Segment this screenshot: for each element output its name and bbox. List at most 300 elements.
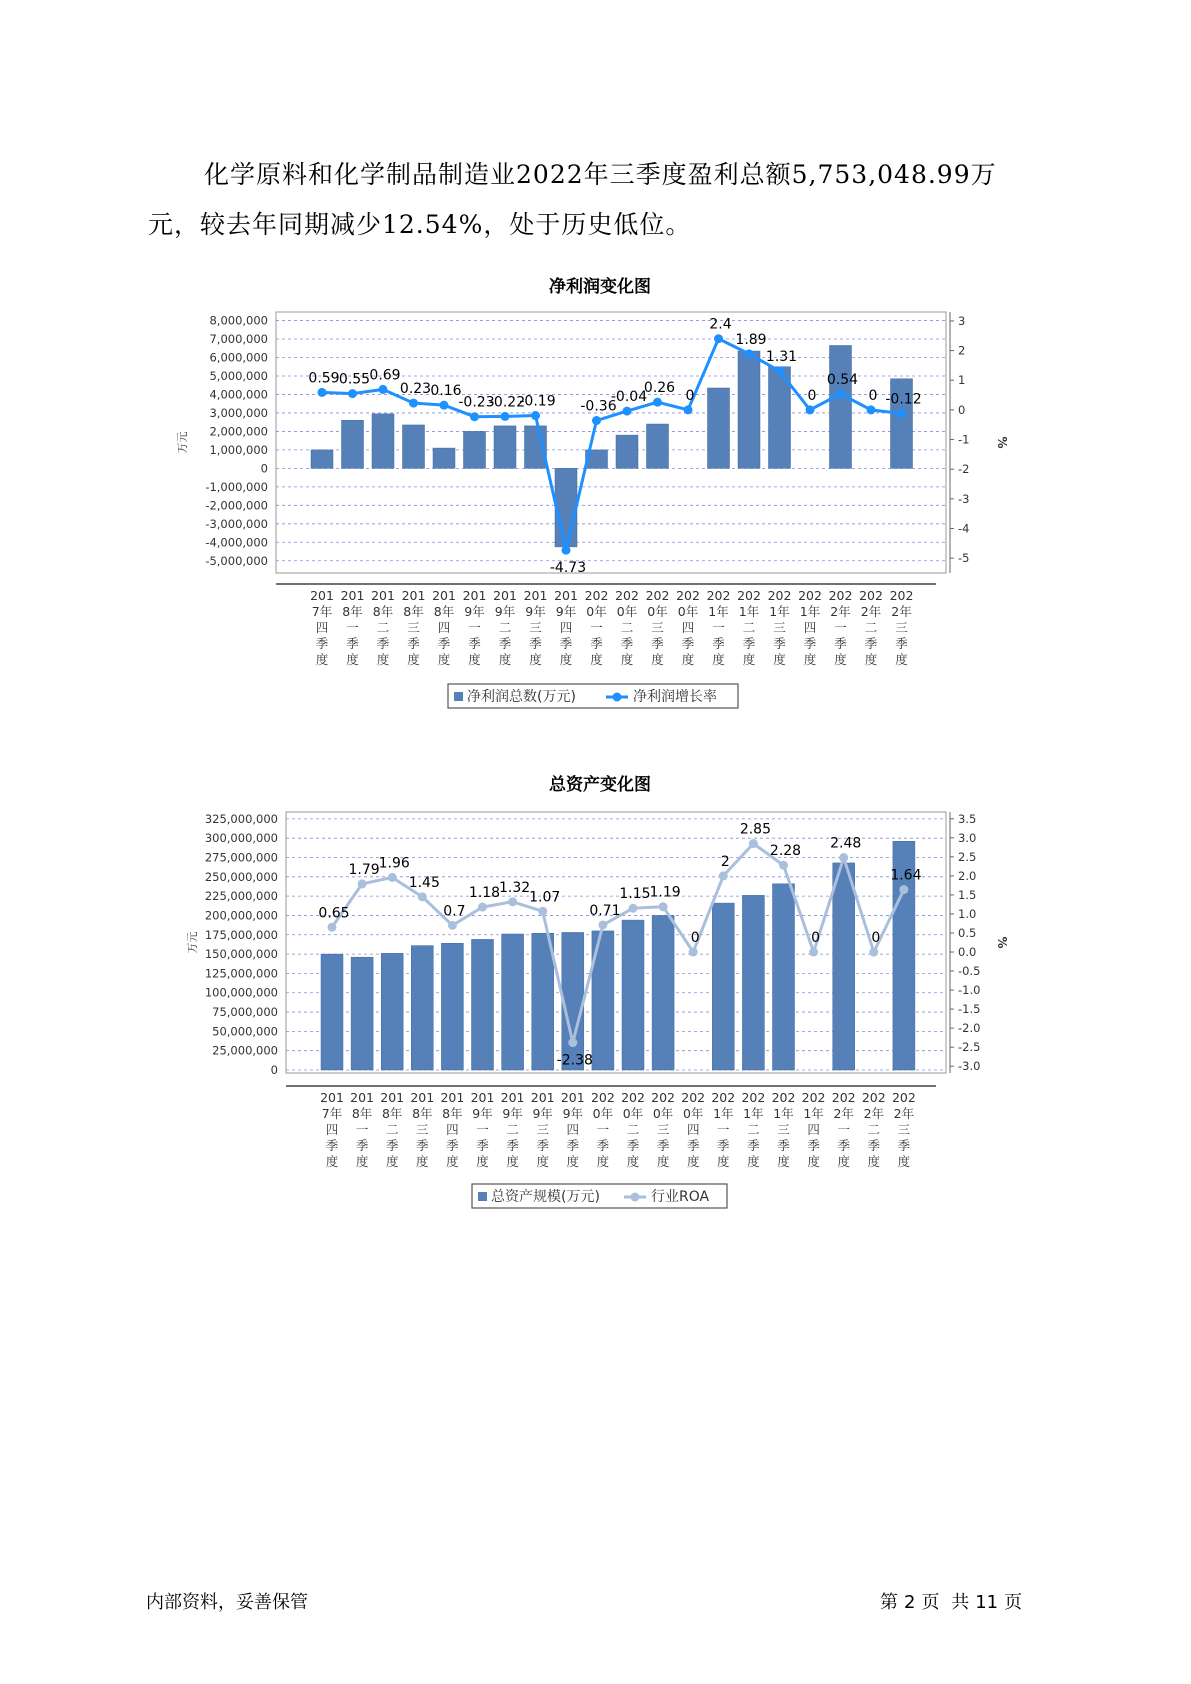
y-tick-label: 75,000,000 [212,1005,278,1020]
x-tick-label: 二 [506,1122,519,1137]
x-tick-label: 201 [410,1090,435,1105]
line-point [562,546,571,555]
x-tick-label: 度 [437,652,451,667]
x-tick-label: 二 [864,620,878,635]
y-axis-label: 万元 [176,431,189,454]
x-tick-label: 度 [596,1154,610,1169]
x-tick-label: 二 [747,1122,760,1137]
data-label: 1.89 [735,331,767,348]
line-point [659,902,668,911]
x-tick-label: 三 [416,1122,429,1137]
bar [411,946,433,1070]
x-tick-label: 201 [310,588,334,603]
y2-tick-label: 2.5 [958,849,977,864]
legend-label: 行业ROA [651,1189,710,1205]
x-tick-label: 季 [681,636,695,651]
x-tick-label: 8年 [403,604,424,619]
x-tick-label: 9年 [562,1106,584,1121]
data-label: 0.71 [589,902,621,919]
line-point [470,412,479,421]
x-tick-label: 8年 [433,604,455,619]
x-tick-label: 度 [651,652,664,667]
data-label: -0.19 [519,393,556,410]
line-point [867,405,876,414]
x-tick-label: 度 [385,1154,399,1169]
data-label: 2.28 [769,843,802,860]
x-tick-label: 季 [376,636,390,651]
x-tick-label: 9年 [555,604,577,619]
y-axis-label: 万元 [186,931,199,954]
y-tick-label: -1,000,000 [205,479,268,494]
x-tick-label: 季 [773,636,786,651]
x-tick-label: 一 [596,1122,610,1137]
y-tick-label: 325,000,000 [204,811,278,826]
data-label: 1.45 [408,874,440,891]
x-tick-label: 202 [584,588,609,603]
line-point [568,1038,577,1047]
y2-tick-label: 1.0 [958,906,977,921]
x-tick-label: 度 [506,1154,519,1169]
legend-swatch-bar [454,692,463,701]
x-tick-label: 202 [859,588,883,603]
x-tick-label: 季 [897,1138,911,1153]
x-tick-label: 201 [320,1090,344,1105]
data-label: -0.23 [458,394,495,411]
x-tick-label: 一 [712,620,725,635]
x-tick-label: 三 [777,1122,790,1137]
x-tick-label: 度 [626,1154,640,1169]
data-label: 1.64 [890,867,922,884]
x-tick-label: 季 [777,1138,790,1153]
x-tick-label: 9年 [464,604,485,619]
chart-title: 总资产变化图 [549,775,651,795]
x-tick-label: 季 [747,1138,760,1153]
line-point [836,389,845,398]
x-tick-label: 一 [476,1122,489,1137]
x-tick-label: 季 [651,636,664,651]
line-point [779,861,788,870]
x-tick-label: 1年 [713,1106,734,1121]
data-label: -0.22 [488,394,526,411]
line-point [745,349,754,358]
data-label: 0.16 [430,383,462,400]
x-tick-label: 202 [771,1090,796,1105]
bar [464,431,486,468]
x-tick-label: 四 [446,1122,459,1137]
bar [652,915,674,1070]
x-tick-label: 201 [530,1090,555,1105]
y-tick-label: 2,000,000 [209,424,268,439]
data-label: 2.85 [739,821,771,838]
line-point [653,398,662,407]
x-tick-label: 季 [468,636,481,651]
x-tick-label: 1年 [743,1106,764,1121]
footer-confidential: 内部资料，妥善保管 [146,1592,308,1613]
line-point [749,839,758,848]
y2-tick-label: -4 [958,521,970,536]
x-tick-label: 202 [828,588,853,603]
total-pages: 11 [975,1592,999,1613]
x-tick-label: 季 [437,636,451,651]
data-label: 0 [871,930,881,947]
y2-axis-label: % [995,936,1009,949]
x-tick-label: 度 [566,1154,580,1169]
y2-tick-label: -2.5 [958,1040,981,1055]
y-tick-label: -5,000,000 [205,553,268,568]
page-prefix: 第 [880,1592,898,1613]
x-tick-label: 202 [711,1090,736,1105]
x-tick-label: 201 [432,588,456,603]
y-tick-label: 0 [270,1063,278,1077]
x-tick-label: 度 [867,1154,881,1169]
x-tick-label: 度 [376,652,390,667]
x-tick-label: 二 [376,620,390,635]
y-tick-label: 1,000,000 [209,442,268,457]
y2-tick-label: -5 [958,551,970,566]
bar [616,435,638,468]
x-tick-label: 9年 [472,1106,493,1121]
x-tick-label: 0年 [586,604,607,619]
x-tick-label: 季 [834,636,847,651]
x-tick-label: 四 [803,620,817,635]
y2-tick-label: 2 [958,343,966,358]
line-point [379,385,388,394]
line-point [719,871,728,880]
line-point [448,921,457,930]
x-tick-label: 201 [462,588,487,603]
x-tick-label: 度 [742,652,756,667]
x-tick-label: 季 [712,636,725,651]
line-point [897,409,906,418]
y-tick-label: 125,000,000 [204,966,278,981]
x-tick-label: 202 [891,1090,916,1105]
bar [562,932,584,1070]
data-label: 0.54 [826,371,859,388]
x-tick-label: 二 [620,620,634,635]
x-tick-label: 季 [506,1138,519,1153]
x-tick-label: 201 [340,588,365,603]
line-point [388,873,397,882]
x-tick-label: 三 [529,620,542,635]
bar [830,345,852,468]
legend-swatch-point [613,693,622,702]
legend-swatch-bar [478,1192,487,1201]
x-tick-label: 度 [747,1154,760,1169]
bar [403,425,425,468]
x-tick-label: 季 [529,636,542,651]
x-tick-label: 四 [315,620,329,635]
line-point [409,399,418,408]
chart-title: 净利润变化图 [549,277,651,297]
x-tick-label: 二 [498,620,512,635]
x-tick-label: 2年 [830,604,851,619]
x-tick-label: 三 [897,1122,911,1137]
x-tick-label: 度 [416,1154,429,1169]
x-tick-label: 202 [737,588,761,603]
line-point [806,405,815,414]
x-tick-label: 度 [807,1154,820,1169]
data-label: 0.23 [399,381,432,398]
y2-axis-label: % [995,436,1009,449]
x-tick-label: 度 [803,652,817,667]
y2-tick-label: 1 [958,373,966,388]
x-tick-label: 8年 [351,1106,373,1121]
x-tick-label: 季 [446,1138,459,1153]
x-tick-label: 0年 [677,604,699,619]
x-tick-label: 度 [686,1154,700,1169]
x-tick-label: 1年 [769,604,790,619]
data-label: 1.18 [468,885,501,902]
y2-tick-label: 1.5 [958,887,977,902]
x-tick-label: 202 [798,588,822,603]
x-tick-label: 度 [837,1154,850,1169]
x-tick-label: 0年 [652,1106,674,1121]
data-label: 0.65 [318,905,350,922]
y2-tick-label: 0.0 [958,945,977,960]
line-point [418,892,427,901]
line-point [538,907,547,916]
x-tick-label: 1年 [803,1106,824,1121]
bar [773,884,795,1070]
x-tick-label: 季 [895,636,908,651]
x-tick-label: 0年 [682,1106,704,1121]
x-tick-label: 季 [807,1138,820,1153]
x-tick-label: 三 [656,1122,670,1137]
x-tick-label: 度 [712,652,725,667]
x-tick-label: 季 [346,636,359,651]
y2-tick-label: -2.0 [958,1021,981,1036]
summary-text: 化学原料和化学制品制造业2022年三季度盈利总额5,753,048.99万元，较去年同期减少12.54%，处于历史低位。 [148,160,997,239]
x-tick-label: 度 [355,1154,369,1169]
x-tick-label: 季 [559,636,573,651]
x-tick-label: 2年 [891,604,912,619]
x-tick-label: 度 [468,652,481,667]
total-unit: 页 [1004,1592,1023,1613]
legend-swatch-point [631,1193,640,1202]
data-label: 2 [720,853,730,870]
y-tick-label: 6,000,000 [209,350,268,365]
x-tick-label: 201 [350,1090,375,1105]
y2-tick-label: 2.0 [958,868,977,883]
y-tick-label: 100,000,000 [204,985,278,1000]
y2-tick-label: -1 [958,432,970,447]
x-tick-label: 201 [554,588,578,603]
y2-tick-label: 3.5 [958,811,977,826]
y-tick-label: 175,000,000 [204,927,278,942]
x-tick-label: 0年 [592,1106,614,1121]
x-tick-label: 2年 [863,1106,885,1121]
bar [555,468,577,547]
x-tick-label: 季 [837,1138,850,1153]
bar [321,954,343,1070]
x-tick-label: 度 [864,652,878,667]
x-tick-label: 季 [566,1138,580,1153]
x-tick-label: 四 [807,1122,820,1137]
footer-page-info [880,1588,1028,1614]
x-tick-label: 度 [315,652,329,667]
bar [622,920,644,1070]
y-tick-label: 0 [260,461,268,476]
y2-tick-label: -3.0 [958,1059,981,1074]
y-tick-label: -3,000,000 [205,516,268,531]
x-tick-label: 度 [656,1154,670,1169]
y-tick-label: 7,000,000 [209,332,268,347]
x-tick-label: 二 [867,1122,881,1137]
x-tick-label: 三 [773,620,786,635]
x-tick-label: 1年 [738,604,760,619]
x-tick-label: 季 [536,1138,549,1153]
y-tick-label: 8,000,000 [209,313,268,328]
x-tick-label: 1年 [708,604,729,619]
x-tick-label: 季 [803,636,817,651]
y-tick-label: 3,000,000 [209,405,268,420]
x-tick-label: 202 [861,1090,886,1105]
x-tick-label: 度 [681,652,695,667]
line-point [839,853,848,862]
data-label: 2.4 [709,316,732,333]
data-label: -0.36 [580,398,617,415]
x-tick-label: 一 [590,620,603,635]
total-assets-chart-svg [0,800,1191,1220]
total-prefix: 共 [951,1592,970,1613]
bar [472,939,494,1070]
x-tick-label: 四 [681,620,695,635]
x-tick-label: 季 [717,1138,730,1153]
data-label: 2.48 [830,835,862,852]
x-tick-label: 季 [590,636,603,651]
x-tick-label: 度 [476,1154,489,1169]
x-tick-label: 三 [895,620,908,635]
line-point [508,897,517,906]
line-point [899,885,908,894]
y2-tick-label: -3 [958,491,970,506]
legend-label: 净利润增长率 [633,689,717,705]
data-label: -4.73 [549,560,587,577]
x-tick-label: 8年 [372,604,394,619]
x-tick-label: 度 [346,652,359,667]
y-tick-label: 150,000,000 [204,947,278,962]
line-point [592,416,601,425]
line-point [348,389,357,398]
legend-label: 净利润总数(万元) [467,689,576,705]
data-label: -2.38 [556,1052,593,1069]
bar [532,933,554,1070]
x-tick-label: 201 [380,1090,405,1105]
page-unit: 页 [921,1592,940,1613]
y-tick-label: 225,000,000 [204,889,278,904]
x-tick-label: 度 [717,1154,730,1169]
x-tick-label: 8年 [381,1106,403,1121]
x-tick-label: 度 [498,652,512,667]
data-label: 0 [807,387,817,404]
bar [311,450,333,468]
x-tick-label: 一 [834,620,847,635]
x-tick-label: 四 [437,620,451,635]
data-label: 1.96 [378,855,410,872]
x-tick-label: 202 [590,1090,615,1105]
y-tick-label: 275,000,000 [204,850,278,865]
x-tick-label: 三 [407,620,420,635]
summary-paragraph [148,150,1048,250]
x-tick-label: 四 [559,620,573,635]
x-tick-label: 201 [560,1090,585,1105]
data-label: 0 [811,930,821,947]
x-tick-label: 8年 [342,604,363,619]
x-tick-label: 202 [889,588,914,603]
x-tick-label: 0年 [616,604,638,619]
x-tick-label: 8年 [412,1106,433,1121]
line-point [501,412,510,421]
data-label: 0.59 [308,370,340,387]
line-point [775,367,784,376]
line-point [328,923,337,932]
x-tick-label: 9年 [532,1106,553,1121]
x-tick-label: 季 [596,1138,610,1153]
x-tick-label: 7年 [321,1106,343,1121]
y2-tick-label: 3.0 [958,830,977,845]
data-label: 0.26 [643,380,676,397]
data-label: 0 [690,930,700,947]
y-tick-label: 250,000,000 [204,869,278,884]
x-tick-label: 度 [834,652,847,667]
x-tick-label: 202 [831,1090,856,1105]
bar [494,426,516,469]
bar [833,863,855,1070]
x-tick-label: 202 [801,1090,826,1105]
x-tick-label: 季 [407,636,420,651]
x-tick-label: 202 [621,1090,645,1105]
line-point [531,411,540,420]
bar [742,895,764,1070]
x-tick-label: 2年 [833,1106,854,1121]
line-point [623,407,632,416]
y2-tick-label: 3 [958,313,966,328]
net-profit-chart-svg [0,300,1191,720]
x-tick-label: 2年 [860,604,882,619]
x-tick-label: 202 [706,588,731,603]
x-tick-label: 四 [686,1122,700,1137]
y2-tick-label: -2 [958,462,970,477]
x-tick-label: 9年 [502,1106,523,1121]
x-tick-label: 9年 [525,604,546,619]
x-tick-label: 202 [767,588,792,603]
data-label: 1.32 [499,879,531,896]
data-label: -0.12 [885,391,922,408]
x-tick-label: 1年 [773,1106,794,1121]
x-tick-label: 季 [742,636,756,651]
x-tick-label: 8年 [442,1106,463,1121]
x-tick-label: 季 [867,1138,881,1153]
x-tick-label: 四 [566,1122,580,1137]
x-tick-label: 201 [470,1090,495,1105]
x-tick-label: 202 [741,1090,766,1105]
x-tick-label: 201 [401,588,426,603]
line-point [478,903,487,912]
y2-tick-label: -1.0 [958,983,981,998]
x-tick-label: 度 [407,652,420,667]
x-tick-label: 202 [681,1090,706,1105]
x-tick-label: 度 [529,652,542,667]
data-label: 1.79 [348,861,380,878]
x-tick-label: 201 [523,588,548,603]
bar [372,414,394,469]
bar [381,953,403,1070]
x-tick-label: 0年 [622,1106,644,1121]
x-tick-label: 季 [656,1138,670,1153]
data-label: 0 [868,387,878,404]
x-tick-label: 季 [864,636,878,651]
x-tick-label: 二 [385,1122,399,1137]
